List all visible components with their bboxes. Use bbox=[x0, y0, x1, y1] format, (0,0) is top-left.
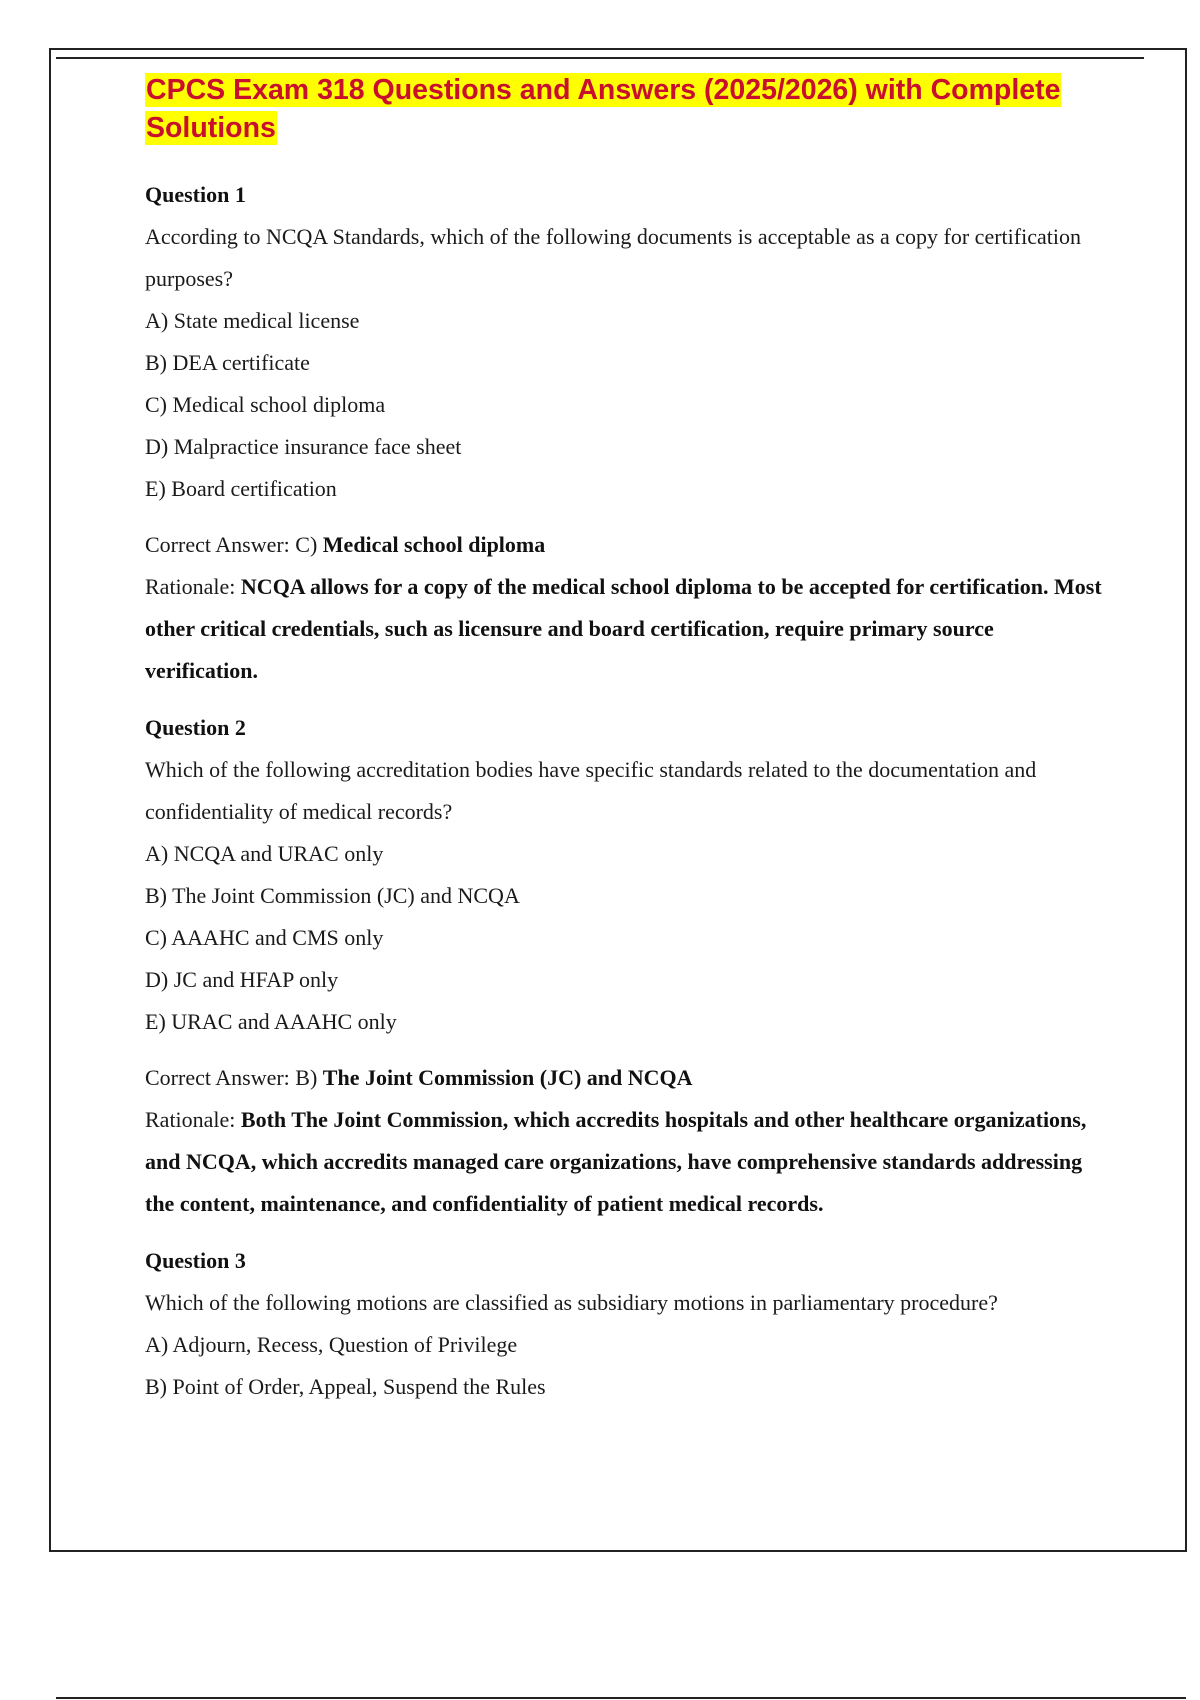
answer-block bbox=[145, 524, 1105, 692]
correct-answer-label: Correct Answer: bbox=[145, 1065, 296, 1090]
option-item: D) Malpractice insurance face sheet bbox=[145, 434, 462, 459]
question-2 bbox=[145, 707, 1105, 1225]
correct-answer bbox=[145, 1057, 1105, 1099]
option-item: B) DEA certificate bbox=[145, 350, 310, 375]
rationale-text: NCQA allows for a copy of the medical school diploma to be accepted for certification. Most other critical credentials, such as licensure and board certification, require primary source verification. bbox=[145, 574, 1102, 683]
question-text: According to NCQA Standards, which of the following documents is acceptable as a copy for certification purposes? bbox=[145, 224, 1081, 291]
option-item: B) Point of Order, Appeal, Suspend the Rules bbox=[145, 1374, 546, 1399]
option-item: B) The Joint Commission (JC) and NCQA bbox=[145, 883, 520, 908]
correct-answer-letter: C) bbox=[295, 532, 323, 557]
bottom-rule bbox=[56, 1697, 1186, 1699]
option-item: E) URAC and AAAHC only bbox=[145, 1009, 397, 1034]
option-item: E) Board certification bbox=[145, 476, 337, 501]
rationale bbox=[145, 1099, 1105, 1225]
answer-options bbox=[145, 300, 1105, 510]
correct-answer-label: Correct Answer: bbox=[145, 532, 296, 557]
question-heading: Question 2 bbox=[145, 715, 246, 740]
question-heading: Question 3 bbox=[145, 1248, 246, 1273]
correct-answer-text: The Joint Commission (JC) and NCQA bbox=[322, 1065, 693, 1090]
question-text: Which of the following motions are classified as subsidiary motions in parliamentary procedure? bbox=[145, 1290, 998, 1315]
rationale bbox=[145, 566, 1105, 692]
option-item: A) NCQA and URAC only bbox=[145, 841, 384, 866]
document-title-highlight: CPCS Exam 318 Questions and Answers (2025/2026) with Complete Solutions bbox=[146, 74, 1061, 144]
option-item: C) Medical school diploma bbox=[145, 392, 386, 417]
question-text: Which of the following accreditation bodies have specific standards related to the documentation and confidentiality of medical records? bbox=[145, 757, 1037, 824]
question-1 bbox=[145, 174, 1105, 692]
answer-options bbox=[145, 833, 1105, 1043]
answer-block bbox=[145, 1057, 1105, 1225]
document-title bbox=[145, 71, 1105, 147]
rationale-text: Both The Joint Commission, which accredits hospitals and other healthcare organizations, and NCQA, which accredits managed care organizations, have comprehensive standards addressing the content, maintenance, and confidentiality of patient medical records. bbox=[145, 1107, 1087, 1216]
question-heading: Question 1 bbox=[145, 182, 246, 207]
rationale-label: Rationale: bbox=[145, 1107, 241, 1132]
correct-answer-letter: B) bbox=[295, 1065, 323, 1090]
question-3 bbox=[145, 1240, 1105, 1408]
correct-answer-text: Medical school diploma bbox=[322, 532, 546, 557]
answer-options bbox=[145, 1324, 1105, 1408]
option-item: A) Adjourn, Recess, Question of Privilege bbox=[145, 1332, 518, 1357]
correct-answer bbox=[145, 524, 1105, 566]
option-item: C) AAAHC and CMS only bbox=[145, 925, 384, 950]
document-body bbox=[145, 71, 1105, 1422]
option-item: A) State medical license bbox=[145, 308, 360, 333]
top-rule bbox=[56, 57, 1144, 59]
rationale-label: Rationale: bbox=[145, 574, 241, 599]
option-item: D) JC and HFAP only bbox=[145, 967, 339, 992]
